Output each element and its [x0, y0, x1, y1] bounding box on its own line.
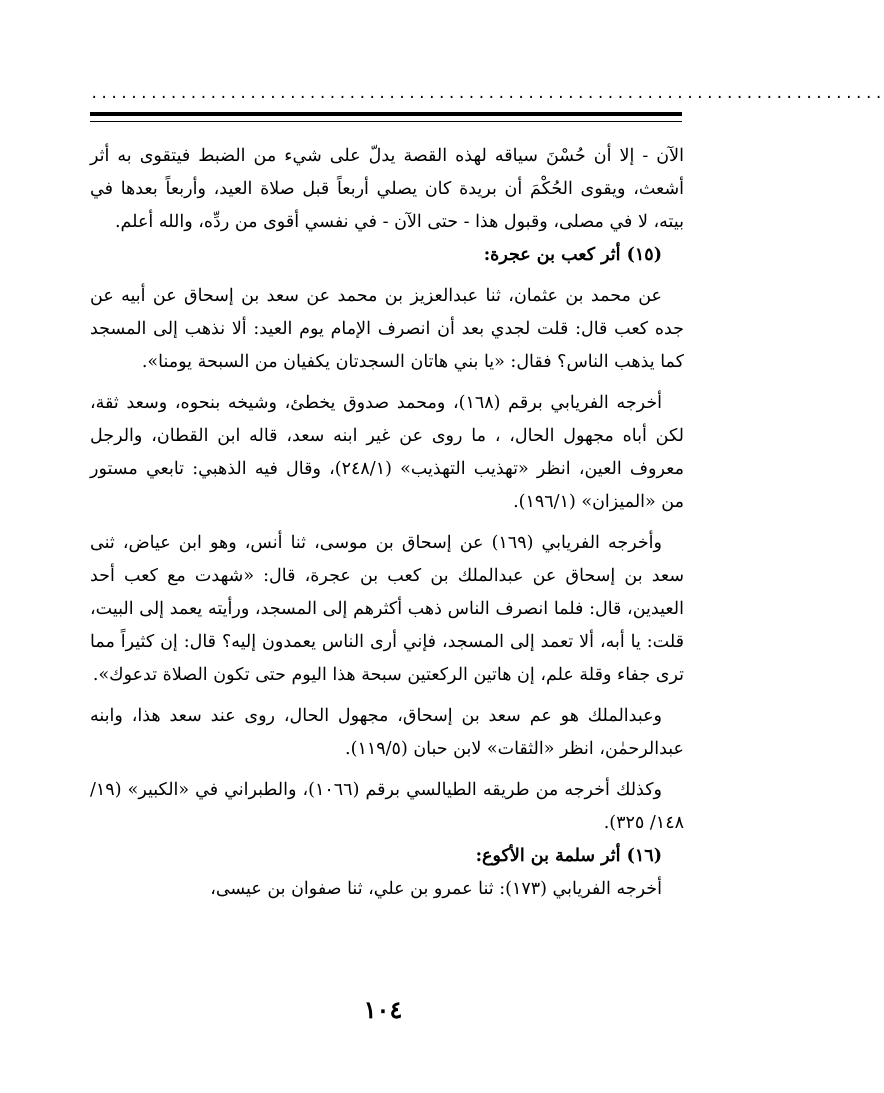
- paragraph-narration: عن محمد بن عثمان، ثنا عبدالعزيز بن محمد عن سعد بن إسحاق عن أبيه عن جده كعب قال: قلت لجدي بعد أن انصرف الإمام يوم العيد: ألا نذهب إلى المسجد كما يذهب الناس؟ فقال: «يا بني هاتان السجدتان يكفيان من السبحة يومنا».: [90, 286, 684, 372]
- paragraph-takhrij-2: وأخرجه الفريابي (١٦٩) عن إسحاق بن موسى، ثنا أنس، وهو ابن عياض، ثنى سعد بن إسحاق عن عبدالملك بن كعب بن عجرة، قال: «شهدت مع كعب أحد العيدين، قال: فلما انصرف الناس ذهب أكثرهم إلى المسجد، ورأيته يعمد إلى البيت، قلت: يا أبه، ألا تعمد إلى المسجد، فإني أرى الناس يعمدون إليه؟ قال: إن كثيراً مما ترى جفاء وقلة علم، إن هاتين الركعتين سبحة هذا اليوم حتى تكون الصلاة تدعوك».: [90, 533, 684, 685]
- header-rule-thick: [90, 112, 682, 116]
- section-heading-16: (١٦) أثر سلمة بن الأكوع:: [475, 846, 662, 866]
- body-text: [90, 140, 684, 985]
- section-heading-15: (١٥) أثر كعب بن عجرة:: [483, 245, 662, 265]
- paragraph-continuation: الآن - إلا أن حُسْنَ سياقه لهذه القصة يدلّ على شيء من الضبط فيتقوى به أثر أشعث، ويقوى الحُكْمَ أن بريدة كان يصلي أربعاً قبل صلاة العيد، وأربعاً بعدها في بيته، لا في مصلى، وقبول هذا - حتى الآن - في نفسي أقوى من ردِّه، والله أعلم.: [90, 146, 684, 232]
- paragraph-tayalisi: وكذلك أخرجه من طريقه الطيالسي برقم (١٠٦٦)، والطبراني في «الكبير» (١٩/ ١٤٨/ ٣٢٥).: [90, 780, 684, 833]
- paragraph-takhrij-1: أخرجه الفريابي برقم (١٦٨)، ومحمد صدوق يخطئ، وشيخه بنحوه، وسعد ثقة، لكن أباه مجهول الحال، ، ما روى عن غير ابنه سعد، قاله ابن القطان، والرجل معروف العين، انظر «تهذيب التهذيب» (٢٤٨/١)، وقال فيه الذهبي: تابعي مستور من «الميزان» (١٩٦/١).: [90, 393, 684, 512]
- paragraph-faryabi-173: أخرجه الفريابي (١٧٣): ثنا عمرو بن علي، ثنا صفوان بن عيسى،: [210, 879, 662, 899]
- header-dotted-line: ................................................................................: [90, 86, 884, 102]
- header-rule-thin: [90, 121, 682, 122]
- page-number: ١٠٤: [363, 995, 403, 1024]
- paragraph-note-abdulmalik: وعبدالملك هو عم سعد بن إسحاق، مجهول الحال، روى عند سعد هذا، وابنه عبدالرحمٰن، انظر «الثقات» لابن حبان (١١٩/٥).: [90, 706, 684, 759]
